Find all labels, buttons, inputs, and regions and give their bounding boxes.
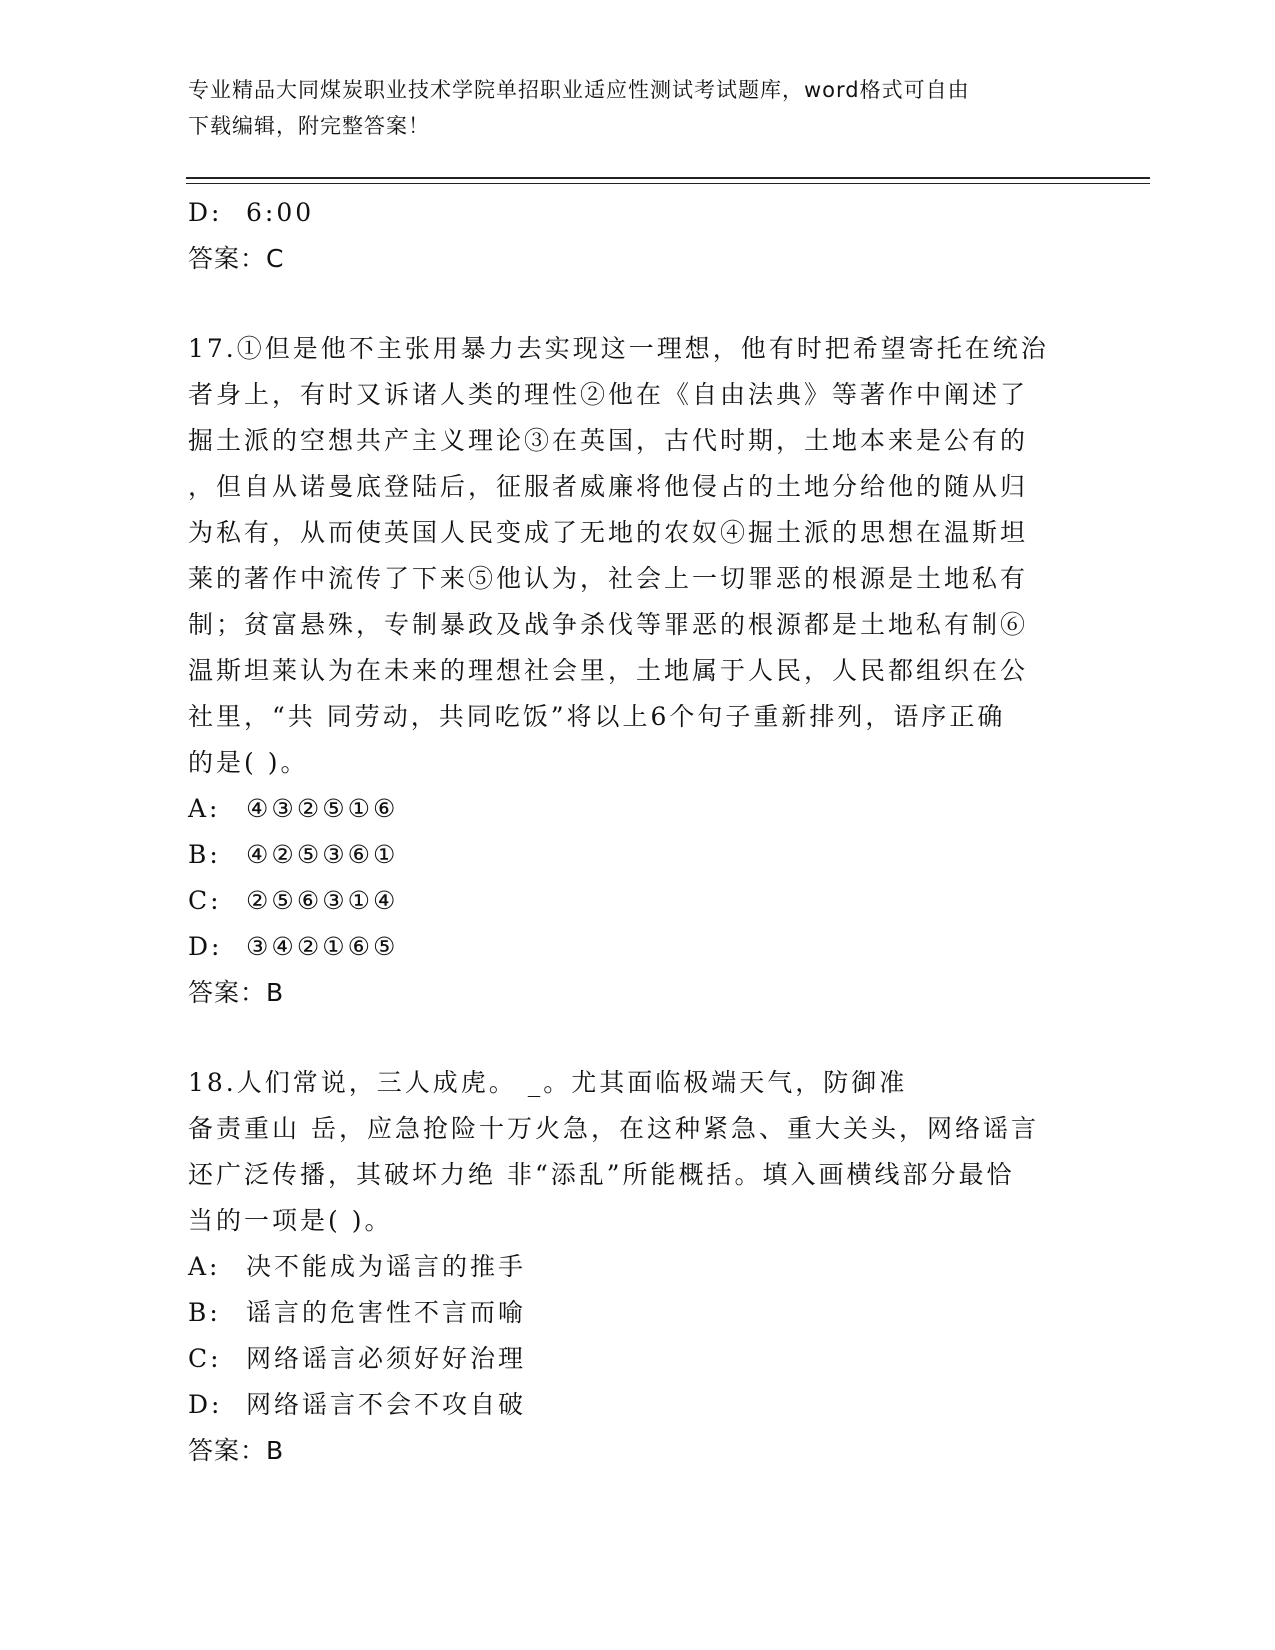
spacer (188, 1016, 1088, 1060)
option-key: C: (188, 1344, 222, 1373)
option-d (188, 190, 1088, 236)
question-line: 还广泛传播，其破坏力绝 非“添乱”所能概括。填入画横线部分最恰 (188, 1160, 1015, 1189)
option-text: 网络谣言不会不攻自破 (246, 1390, 527, 1419)
spacer (188, 282, 1088, 326)
page-header (188, 72, 1068, 144)
header-rule-thick (186, 177, 1150, 179)
header-line-2: 下载编辑，附完整答案！ (188, 114, 430, 138)
answer-line: 答案：B (188, 978, 285, 1007)
question-line: 社里，“共 同劳动，共同吃饭”将以上6个句子重新排列，语序正确 (188, 702, 1006, 731)
question-18 (188, 1060, 1088, 1474)
option-a (188, 786, 1088, 832)
option-key: B: (188, 1298, 221, 1327)
answer-line: 答案：B (188, 1436, 285, 1465)
option-text: ②⑤⑥③①④ (246, 886, 399, 915)
option-key: A: (188, 794, 221, 823)
option-a (188, 1244, 1088, 1290)
option-b (188, 1290, 1088, 1336)
option-text: ④③②⑤①⑥ (246, 794, 399, 823)
question-line: 18.人们常说，三人成虎。 _。尤其面临极端天气，防御准 (188, 1068, 908, 1097)
question-line: 者身上，有时又诉诸人类的理性②他在《自由法典》等著作中阐述了 (188, 380, 1029, 409)
option-key: D: (188, 932, 223, 961)
option-text: 6:00 (246, 198, 315, 227)
question-line: 制；贫富悬殊，专制暴政及战争杀伐等罪恶的根源都是土地私有制⑥ (188, 610, 1029, 639)
question-line: 为私有，从而使英国人民变成了无地的农奴④掘土派的思想在温斯坦 (188, 518, 1029, 547)
question-17 (188, 326, 1088, 1016)
option-c (188, 1336, 1088, 1382)
question-line: 莱的著作中流传了下来⑤他认为，社会上一切罪恶的根源是土地私有 (188, 564, 1029, 593)
header-line-1: 专业精品大同煤炭职业技术学院单招职业适应性测试考试题库，word格式可自由 (188, 78, 970, 102)
option-text: 决不能成为谣言的推手 (246, 1252, 527, 1281)
question-line: ，但自从诺曼底登陆后，征服者威廉将他侵占的土地分给他的随从归 (188, 472, 1029, 501)
option-text: 网络谣言必须好好治理 (246, 1344, 527, 1373)
option-key: C: (188, 886, 222, 915)
question-line: 温斯坦莱认为在未来的理想社会里，土地属于人民，人民都组织在公 (188, 656, 1029, 685)
option-d (188, 1382, 1088, 1428)
question-line: 掘土派的空想共产主义理论③在英国，古代时期，土地本来是公有的 (188, 426, 1029, 455)
option-d (188, 924, 1088, 970)
document-body (188, 190, 1088, 1474)
question-line: 的是( )。 (188, 748, 309, 777)
option-key: D: (188, 198, 223, 227)
option-key: A: (188, 1252, 221, 1281)
question-line: 17.①但是他不主张用暴力去实现这一理想，他有时把希望寄托在统治 (188, 334, 1049, 363)
option-c (188, 878, 1088, 924)
prev-question (188, 190, 1088, 282)
option-key: B: (188, 840, 221, 869)
option-b (188, 832, 1088, 878)
question-line: 备责重山 岳，应急抢险十万火急，在这种紧急、重大关头，网络谣言 (188, 1114, 1039, 1143)
option-key: D: (188, 1390, 223, 1419)
question-line: 当的一项是( )。 (188, 1206, 393, 1235)
option-text: ④②⑤③⑥① (246, 840, 399, 869)
option-text: 谣言的危害性不言而喻 (246, 1298, 527, 1327)
answer-line: 答案：C (188, 244, 285, 273)
header-rule-thin (186, 183, 1150, 184)
option-text: ③④②①⑥⑤ (246, 932, 399, 961)
